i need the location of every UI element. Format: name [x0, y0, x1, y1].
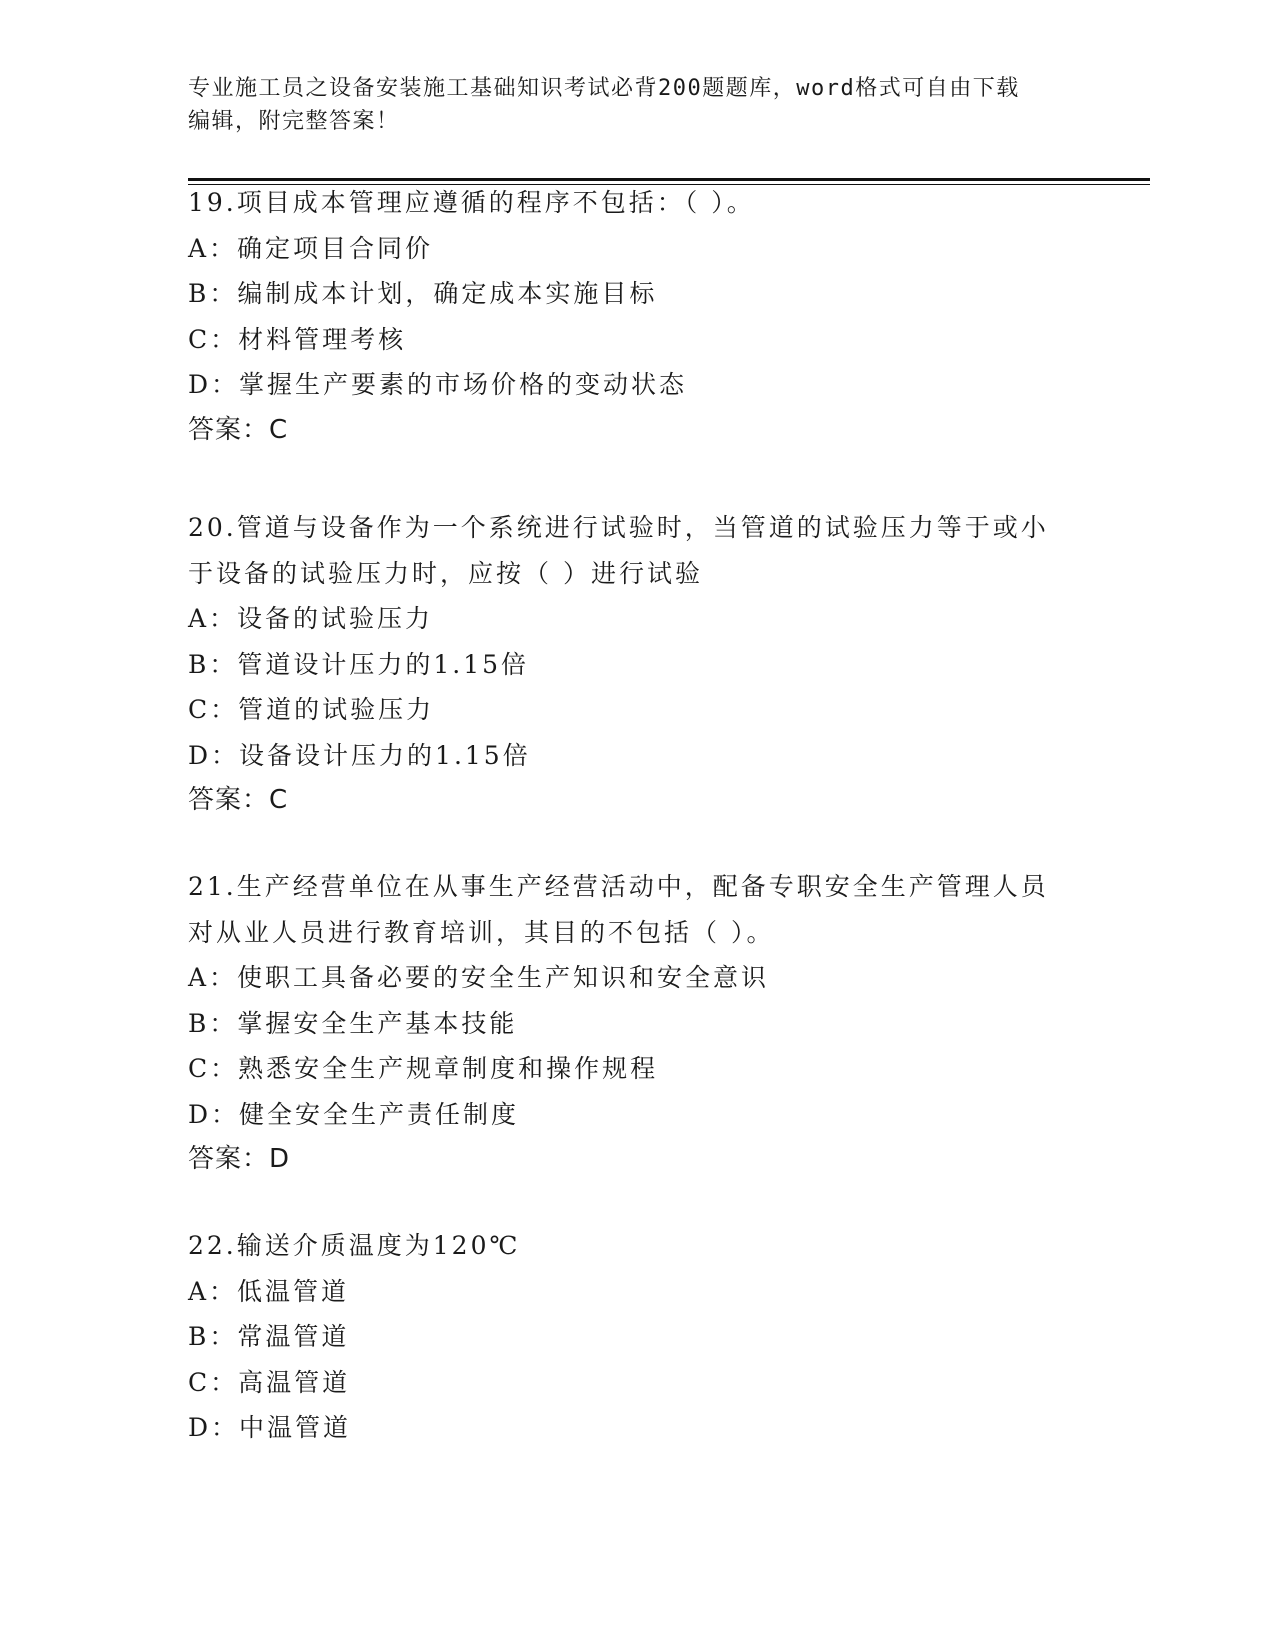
question-19	[188, 180, 1088, 453]
header-line-1: 专业施工员之设备安装施工基础知识考试必背200题题库，word格式可自由下载	[188, 76, 1020, 101]
question-stem-line-1: 20.管道与设备作为一个系统进行试验时，当管道的试验压力等于或小	[188, 513, 1049, 542]
option-a: A：确定项目合同价	[188, 233, 434, 263]
option-c: C：材料管理考核	[188, 324, 407, 354]
question-stem-line-2: 对从业人员进行教育培训，其目的不包括（ ）。	[188, 917, 775, 947]
option-a: A：低温管道	[188, 1276, 350, 1306]
option-b: B：掌握安全生产基本技能	[188, 1008, 518, 1038]
option-d: D：中温管道	[188, 1413, 352, 1442]
question-stem: 19.项目成本管理应遵循的程序不包括：（ ）。	[188, 188, 755, 217]
question-stem-line-1: 21.生产经营单位在从事生产经营活动中，配备专职安全生产管理人员	[188, 872, 1049, 901]
option-a: A：使职工具备必要的安全生产知识和安全意识	[188, 963, 770, 992]
question-stem-line-2: 于设备的试验压力时，应按（ ）进行试验	[188, 558, 703, 588]
option-d: D：掌握生产要素的市场价格的变动状态	[188, 370, 688, 399]
option-d: D：健全安全生产责任制度	[188, 1099, 520, 1129]
answer-label: 答案：C	[188, 785, 289, 815]
option-b: B：编制成本计划，确定成本实施目标	[188, 279, 658, 308]
document-header	[188, 72, 1088, 138]
question-stem: 22.输送介质温度为120℃	[188, 1231, 521, 1260]
question-22	[188, 1223, 1088, 1451]
answer-label: 答案：C	[188, 414, 289, 445]
option-c: C：高温管道	[188, 1367, 351, 1397]
option-c: C：熟悉安全生产规章制度和操作规程	[188, 1054, 659, 1083]
option-d: D：设备设计压力的1.15倍	[188, 740, 531, 770]
question-21	[188, 864, 1088, 1183]
answer-label: 答案：D	[188, 1144, 291, 1174]
header-line-2: 编辑，附完整答案！	[188, 109, 400, 134]
question-20	[188, 505, 1088, 824]
option-b: B：管道设计压力的1.15倍	[188, 649, 530, 679]
option-c: C：管道的试验压力	[188, 695, 435, 724]
option-a: A：设备的试验压力	[188, 604, 434, 633]
option-b: B：常温管道	[188, 1322, 350, 1351]
